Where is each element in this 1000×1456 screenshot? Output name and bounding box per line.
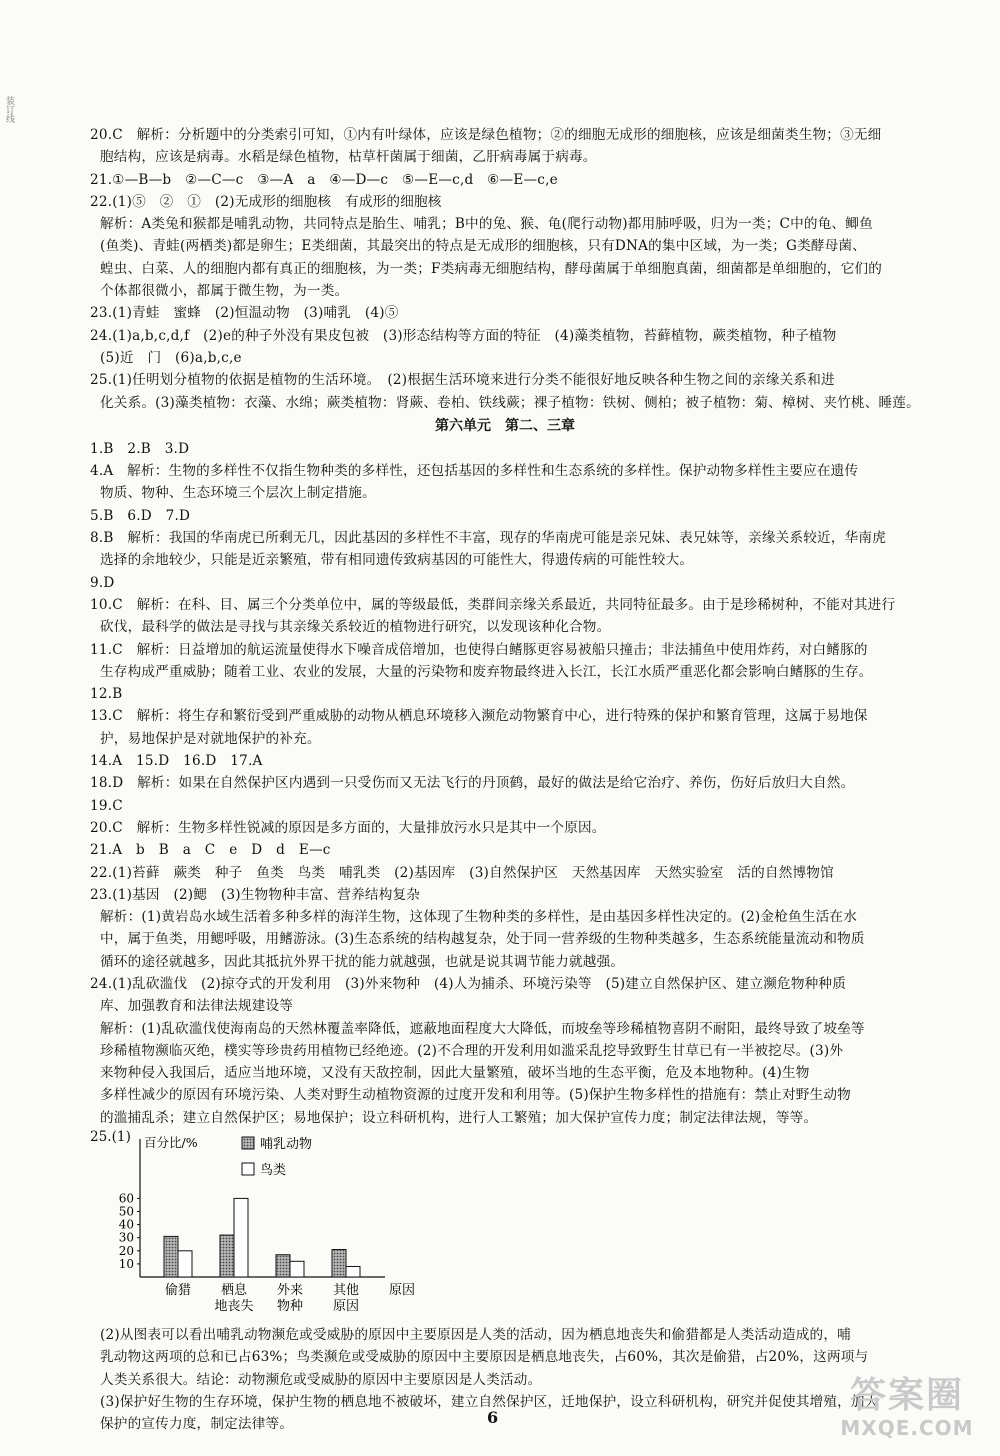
answer-line: 人类关系很大。结论：动物濒危或受威胁的原因中主要原因是人类活动。 bbox=[100, 1371, 542, 1388]
answer-line: 解析：(1)黄岩岛水域生活着多种多样的海洋生物，这体现了生物种类的多样性，是由基因多样性决定的。(2)金枪鱼生活在水 bbox=[100, 909, 857, 926]
watermark-url: MXQE.COM bbox=[840, 1416, 974, 1440]
bar-chart bbox=[90, 1129, 420, 1324]
answer-line: 珍稀植物濒临灭绝，樸实等珍贵药用植物已经绝迹。(2)不合理的开发利用如滥采乱挖导致野生甘草已有一半被挖尽。(3)外 bbox=[100, 1042, 844, 1059]
answer-line: 选择的余地较少，只能是近亲繁殖，带有相同遗传致病基因的可能性大，得遗传病的可能性较大。 bbox=[100, 552, 694, 569]
answer-line: 解析：(1)乱砍滥伐使海南岛的天然林覆盖率降低，遮蔽地面程度大大降低，而坡垒等珍稀植物喜阴不耐阳，最终导致了坡垒等 bbox=[100, 1020, 865, 1037]
binding-edge-mark: 装订线 bbox=[4, 96, 14, 123]
y-axis-label: 百分比/% bbox=[144, 1135, 198, 1151]
answer-line: 9.D bbox=[90, 574, 115, 591]
x-tick-label: 原因 bbox=[332, 1299, 360, 1315]
x-tick-label: 地丧失 bbox=[214, 1299, 254, 1315]
answer-line: 10.C 解析：在科、目、属三个分类单位中，属的等级最低，类群间亲缘关系最近，共同特征最多。由于是珍稀树种，不能对其进行 bbox=[90, 596, 896, 613]
answer-line: 23.(1)青蛙 蜜蜂 (2)恒温动物 (3)哺乳 (4)⑤ bbox=[90, 305, 399, 322]
answer-line: 胞结构，应该是病毒。水稻是绿色植物，枯草杆菌属于细菌，乙肝病毒属于病毒。 bbox=[100, 149, 597, 166]
answer-line: (5)近 门 (6)a,b,c,e bbox=[100, 349, 242, 366]
answer-line: 21.A b B a C e D d E—c bbox=[90, 842, 331, 859]
watermark-text: 答案圈 bbox=[849, 1375, 964, 1416]
legend-swatch bbox=[242, 1137, 254, 1149]
answer-line: 1.B 2.B 3.D bbox=[90, 440, 190, 457]
x-axis-label: 原因 bbox=[388, 1283, 416, 1299]
x-tick-label: 外来 bbox=[276, 1283, 304, 1299]
answer-line: 22.(1)苔藓 蕨类 种子 鱼类 鸟类 哺乳类 (2)基因库 (3)自然保护区 天然基因库 天然实验室 活的自然博物馆 bbox=[90, 864, 834, 881]
y-tick-label: 50 bbox=[118, 1204, 134, 1219]
bar-bird bbox=[290, 1261, 304, 1277]
answer-line: 24.(1)a,b,c,d,f (2)e的种子外没有果皮包被 (3)形态结构等方面的特征 (4)藻类植物，苔藓植物，蕨类植物，种子植物 bbox=[90, 327, 837, 344]
watermark-logo bbox=[832, 1376, 982, 1448]
bar-mammal bbox=[220, 1235, 234, 1277]
answer-line: 20.C 解析：生物多样性锐减的原因是多方面的，大量排放污水只是其中一个原因。 bbox=[90, 819, 606, 836]
x-tick-label: 其他 bbox=[332, 1283, 360, 1299]
answer-line: (3)保护好生物的生存环境，保护生物的栖息地不被破坏，建立自然保护区，迁地保护，设立科研机构，研究并促使其增殖，加大 bbox=[100, 1393, 879, 1410]
answer-line: (鱼类)、青蛙(两栖类)都是卵生；E类细菌，其最突出的特点是无成形的细胞核，只有DNA的集中区域，为一类；G类酵母菌、 bbox=[100, 238, 867, 255]
y-tick-label: 40 bbox=[118, 1217, 134, 1232]
q25-chart-block bbox=[90, 1129, 920, 1324]
answer-line: 生存构成严重威胁；随着工业、农业的发展，大量的污染物和废弃物最终进入长江，长江水质严重恶化都会影响白鳍豚的生存。 bbox=[100, 663, 873, 680]
answer-line: 14.A 15.D 16.D 17.A bbox=[90, 753, 263, 770]
x-tick-label: 物种 bbox=[276, 1299, 304, 1315]
bar-mammal bbox=[276, 1255, 290, 1277]
q25-label: 25.(1) bbox=[90, 1129, 131, 1146]
answer-line: 来物种侵入我国后，适应当地环境，又没有天敌控制，因此大量繁殖，破坏当地的生态平衡，危及本地物种。(4)生物 bbox=[100, 1065, 810, 1082]
answer-line: 22.(1)⑤ ② ① (2)无成形的细胞核 有成形的细胞核 bbox=[90, 193, 442, 210]
answer-line: 18.D 解析：如果在自然保护区内遇到一只受伤而又无法飞行的丹顶鹤，最好的做法是给它治疗、养伤，伤好后放归大自然。 bbox=[90, 775, 855, 792]
answer-line: 物质、物种、生态环境三个层次上制定措施。 bbox=[100, 485, 376, 502]
x-tick-label: 偷猎 bbox=[164, 1283, 192, 1299]
answer-line: 11.C 解析：日益增加的航运流量使得水下噪音成倍增加，也使得白鳍豚更容易被船只撞击；非法捕鱼中使用炸药，对白鳍豚的 bbox=[90, 641, 868, 658]
legend-label: 哺乳动物 bbox=[260, 1137, 313, 1153]
answer-page bbox=[90, 124, 920, 1436]
answer-line: 24.(1)乱砍滥伐 (2)掠夺式的开发利用 (3)外来物种 (4)人为捕杀、环境污染等 (5)建立自然保护区、建立濒危物种种质 bbox=[90, 975, 847, 992]
legend-swatch bbox=[242, 1163, 254, 1175]
bar-mammal bbox=[332, 1250, 346, 1278]
answer-line: 保护的宣传力度，制定法律等。 bbox=[100, 1416, 294, 1433]
answer-line: 21.①—B—b ②—C—c ③—A a ④—D—c ⑤—E—c,d ⑥—E—c,e bbox=[90, 171, 558, 188]
answer-line: 乳动物这两项的总和已占63%；鸟类濒危或受威胁的原因中主要原因是栖息地丧失，占60%，其次是偷猎，占20%，这两项与 bbox=[100, 1349, 869, 1366]
answer-line: 砍伐，最科学的做法是寻找与其亲缘关系较近的植物进行研究，以发现该种化合物。 bbox=[100, 619, 611, 636]
y-tick-label: 30 bbox=[118, 1230, 134, 1245]
answer-line: 19.C bbox=[90, 797, 123, 814]
answers-unit-five bbox=[90, 124, 920, 414]
answer-line: 23.(1)基因 (2)鳃 (3)生物物种丰富、营养结构复杂 bbox=[90, 886, 421, 903]
bar-bird bbox=[346, 1267, 360, 1277]
x-tick-label: 栖息 bbox=[220, 1283, 248, 1299]
answer-line: 13.C 解析：将生存和繁衍受到严重威胁的动物从栖息环境移入濒危动物繁育中心，进行特殊的保护和繁育管理，这属于易地保 bbox=[90, 708, 868, 725]
bar-bird bbox=[178, 1251, 192, 1277]
answer-line: 25.(1)任明划分植物的依据是植物的生活环境。 (2)根据生活环境来进行分类不能很好地反映各种生物之间的亲缘关系和进 bbox=[90, 372, 835, 389]
answer-line: 库、加强教育和法律法规建设等 bbox=[100, 998, 294, 1015]
bar-bird bbox=[234, 1198, 248, 1277]
y-tick-label: 20 bbox=[118, 1243, 134, 1258]
answer-line: 20.C 解析：分析题中的分类索引可知，①内有叶绿体，应该是绿色植物；②的细胞无成形的细胞核，应该是细菌类生物；③无细 bbox=[90, 127, 882, 143]
answer-line: 12.B bbox=[90, 686, 123, 703]
answers-unit-six bbox=[90, 438, 920, 906]
answers-q25-analysis bbox=[90, 1324, 920, 1435]
section-title: 第六单元 第二、三章 bbox=[435, 417, 575, 434]
answer-line: 的滥捕乱杀；建立自然保护区；易地保护；设立科研机构，进行人工繁殖；加大保护宣传力度；制定法律法规，等等。 bbox=[100, 1109, 818, 1126]
answer-line: 多样性减少的原因有环境污染、人类对野生动植物资源的过度开发和利用等。(5)保护生物多样性的措施有：禁止对野生动物 bbox=[100, 1087, 851, 1104]
answer-line: 循环的途径就越多，因此其抵抗外界干扰的能力就越强，也就是说其调节能力就越强。 bbox=[100, 953, 625, 970]
answer-line: 蝗虫、白菜、人的细胞内都有真正的细胞核，为一类；F类病毒无细胞结构，酵母菌属于单细胞真菌，细菌都是单细胞的，它们的 bbox=[100, 260, 883, 277]
legend-label: 鸟类 bbox=[260, 1163, 287, 1179]
answer-line: 4.A 解析：生物的多样性不仅指生物种类的多样性，还包括基因的多样性和生态系统的多样性。保护动物多样性主要应在遗传 bbox=[90, 463, 859, 480]
page-number: 6 bbox=[487, 1408, 499, 1427]
answer-line: 中，属于鱼类，用鳃呼吸，用鳍游泳。(3)生态系统的结构越复杂，处于同一营养级的生物种类越多，生态系统能量流动和物质 bbox=[100, 931, 865, 948]
answer-line: 化关系。(3)藻类植物：衣藻、水绵；蕨类植物：肾蕨、卷柏、铁线蕨；裸子植物：铁树、侧柏；被子植物：菊、樟树、夹竹桃、睡莲。 bbox=[100, 394, 920, 411]
y-tick-label: 60 bbox=[118, 1191, 134, 1206]
bar-mammal bbox=[164, 1236, 178, 1277]
y-tick-label: 10 bbox=[118, 1256, 134, 1271]
answer-line: 解析：A类兔和猴都是哺乳动物，共同特点是胎生、哺乳；B中的兔、猴、龟(爬行动物)都用肺呼吸，归为一类；C中的龟、鲫鱼 bbox=[100, 216, 873, 233]
answer-line: 个体都很微小，都属于微生物，为一类。 bbox=[100, 283, 349, 300]
answers-q23-q24 bbox=[90, 906, 920, 1129]
answer-line: 5.B 6.D 7.D bbox=[90, 507, 191, 524]
answer-line: 8.B 解析：我国的华南虎已所剩无几，因此基因的多样性不丰富，现存的华南虎可能是亲兄妹、表兄妹等，亲缘关系较近，华南虎 bbox=[90, 530, 887, 547]
answer-line: (2)从图表可以看出哺乳动物濒危或受威胁的原因中主要原因是人类的活动，因为栖息地丧失和偷猎都是人类活动造成的，哺 bbox=[100, 1327, 851, 1344]
answer-line: 护，易地保护是对就地保护的补充。 bbox=[100, 730, 321, 747]
